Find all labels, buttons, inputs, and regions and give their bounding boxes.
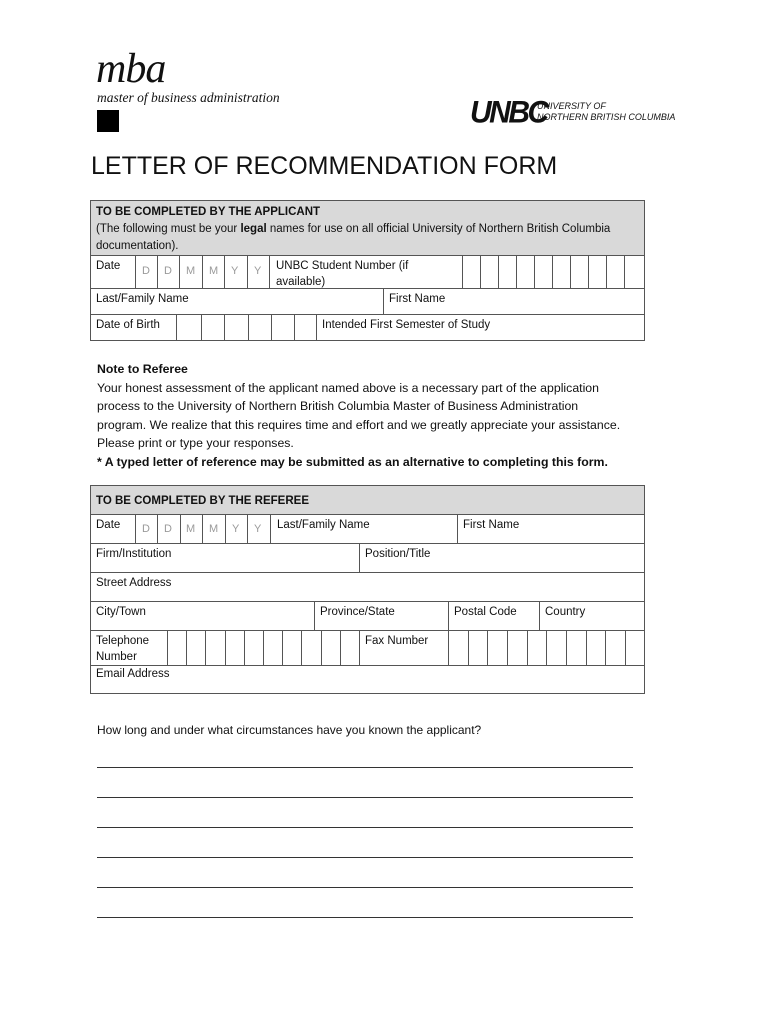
date-placeholder: D: [142, 523, 150, 535]
answer-line[interactable]: [97, 767, 633, 768]
cell-divider: [225, 514, 226, 543]
mba-logo-text: mba: [96, 46, 166, 92]
telephone-field[interactable]: [167, 630, 359, 665]
date-placeholder: D: [164, 265, 172, 277]
answer-line[interactable]: [97, 917, 633, 918]
date-placeholder: Y: [232, 523, 240, 535]
referee-date-label: Date: [96, 519, 121, 531]
cell-divider: [448, 630, 449, 665]
cell-divider: [247, 255, 248, 288]
cell-divider: [498, 255, 499, 288]
applicant-dob-field[interactable]: [176, 314, 316, 341]
street-label: Street Address: [96, 577, 172, 589]
referee-row-line: [90, 572, 645, 573]
cell-divider: [271, 314, 272, 341]
date-placeholder: M: [186, 265, 196, 277]
referee-section: [90, 485, 645, 694]
mba-logo-square: [97, 110, 119, 132]
note-line: process to the University of Northern British Columbia Master of Business Administration: [97, 399, 579, 413]
cell-divider: [179, 255, 180, 288]
applicant-header: TO BE COMPLETED BY THE APPLICANT: [96, 206, 321, 218]
cell-divider: [321, 630, 322, 665]
city-label: City/Town: [96, 606, 146, 618]
cell-divider: [157, 255, 158, 288]
cell-divider: [527, 630, 528, 665]
date-placeholder: Y: [254, 265, 262, 277]
cell-divider: [586, 630, 587, 665]
date-placeholder: D: [142, 265, 150, 277]
date-placeholder: M: [209, 523, 219, 535]
cell-divider: [516, 255, 517, 288]
note-bold-line: * A typed letter of reference may be submitted as an alternative to completing this form.: [97, 454, 608, 469]
referee-last-name-label: Last/Family Name: [277, 519, 370, 531]
referee-header: TO BE COMPLETED BY THE REFEREE: [96, 495, 309, 507]
circumstances-question: How long and under what circumstances have you known the applicant?: [97, 723, 482, 737]
applicant-desc-text-end: names for use on all official University of Northern British Columbia: [266, 223, 611, 235]
note-line: Your honest assessment of the applicant named above is a necessary part of the application: [97, 380, 599, 395]
applicant-last-name-label: Last/Family Name: [96, 293, 189, 305]
unbc-logo-line1: UNIVERSITY OF: [537, 101, 606, 111]
cell-divider: [201, 314, 202, 341]
student-number-field[interactable]: [462, 255, 645, 288]
cell-divider: [186, 630, 187, 665]
student-number-label-line2: available): [276, 276, 326, 288]
country-label: Country: [545, 606, 586, 618]
note-heading: Note to Referee: [97, 362, 188, 376]
cell-divider: [340, 630, 341, 665]
cell-divider: [605, 630, 606, 665]
province-label: Province/State: [320, 606, 395, 618]
answer-line[interactable]: [97, 887, 633, 888]
cell-divider: [202, 514, 203, 543]
referee-first-name-label: First Name: [463, 519, 520, 531]
cell-divider: [566, 630, 567, 665]
cell-divider: [202, 255, 203, 288]
cell-divider: [225, 630, 226, 665]
cell-divider: [135, 514, 136, 543]
note-line: program. We realize that this requires time and effort and we greatly appreciate your assistance.: [97, 417, 621, 432]
referee-date-field[interactable]: [135, 514, 271, 543]
cell-divider: [487, 630, 488, 665]
applicant-section: [90, 200, 645, 341]
cell-divider: [167, 630, 168, 665]
answer-line[interactable]: [97, 797, 633, 798]
applicant-date-field[interactable]: [135, 255, 270, 288]
unbc-logo-mark: UNBC: [470, 95, 547, 130]
email-label: Email Address: [96, 668, 170, 680]
cell-divider: [248, 314, 249, 341]
cell-divider: [480, 255, 481, 288]
telephone-label-line2: Number: [96, 651, 137, 663]
applicant-dob-label: Date of Birth: [96, 319, 160, 331]
cell-divider: [462, 255, 463, 288]
student-number-label-line1: UNBC Student Number (if: [276, 260, 409, 272]
unbc-logo-line2: NORTHERN BRITISH COLUMBIA: [537, 112, 676, 122]
telephone-label: [90, 630, 149, 665]
cell-divider: [180, 514, 181, 543]
applicant-desc-text: (The following must be your: [96, 223, 241, 235]
cell-divider: [224, 255, 225, 288]
cell-divider: [224, 314, 225, 341]
cell-divider: [625, 630, 626, 665]
cell-divider: [301, 630, 302, 665]
firm-label: Firm/Institution: [96, 548, 172, 560]
cell-divider: [263, 630, 264, 665]
cell-divider: [624, 255, 625, 288]
cell-divider: [247, 514, 248, 543]
cell-divider: [606, 255, 607, 288]
cell-divider: [570, 255, 571, 288]
cell-divider: [205, 630, 206, 665]
applicant-desc-line2: documentation).: [96, 240, 179, 252]
date-placeholder: M: [209, 265, 219, 277]
cell-divider: [294, 314, 295, 341]
answer-line[interactable]: [97, 827, 633, 828]
cell-divider: [135, 255, 136, 288]
answer-line[interactable]: [97, 857, 633, 858]
semester-label: Intended First Semester of Study: [322, 319, 491, 331]
student-number-label: [270, 255, 408, 290]
cell-divider: [534, 255, 535, 288]
applicant-description: [90, 218, 640, 255]
telephone-label-line1: Telephone: [96, 635, 150, 647]
cell-divider: [546, 630, 547, 665]
postal-code-label: Postal Code: [454, 606, 517, 618]
applicant-desc-legal: legal: [240, 223, 267, 235]
cell-divider: [507, 630, 508, 665]
date-placeholder: D: [164, 523, 172, 535]
mba-logo: [96, 48, 302, 134]
referee-row-line: [90, 665, 645, 666]
position-label: Position/Title: [365, 548, 431, 560]
cell-divider: [157, 514, 158, 543]
applicant-first-name-label: First Name: [389, 293, 446, 305]
mba-logo-subtitle: master of business administration: [97, 90, 280, 105]
cell-divider: [244, 630, 245, 665]
date-placeholder: Y: [231, 265, 239, 277]
date-placeholder: M: [186, 523, 196, 535]
note-to-referee: [97, 360, 657, 471]
applicant-date-label: Date: [96, 260, 121, 272]
unbc-logo: [470, 96, 676, 132]
note-line: Please print or type your responses.: [97, 436, 294, 450]
cell-divider: [552, 255, 553, 288]
page-title: LETTER OF RECOMMENDATION FORM: [91, 152, 558, 180]
cell-divider: [588, 255, 589, 288]
cell-divider: [468, 630, 469, 665]
fax-field[interactable]: [448, 630, 645, 665]
cell-divider: [176, 314, 177, 341]
fax-label: Fax Number: [365, 635, 429, 647]
date-placeholder: Y: [254, 523, 262, 535]
unbc-logo-text: [537, 101, 675, 123]
cell-divider: [282, 630, 283, 665]
